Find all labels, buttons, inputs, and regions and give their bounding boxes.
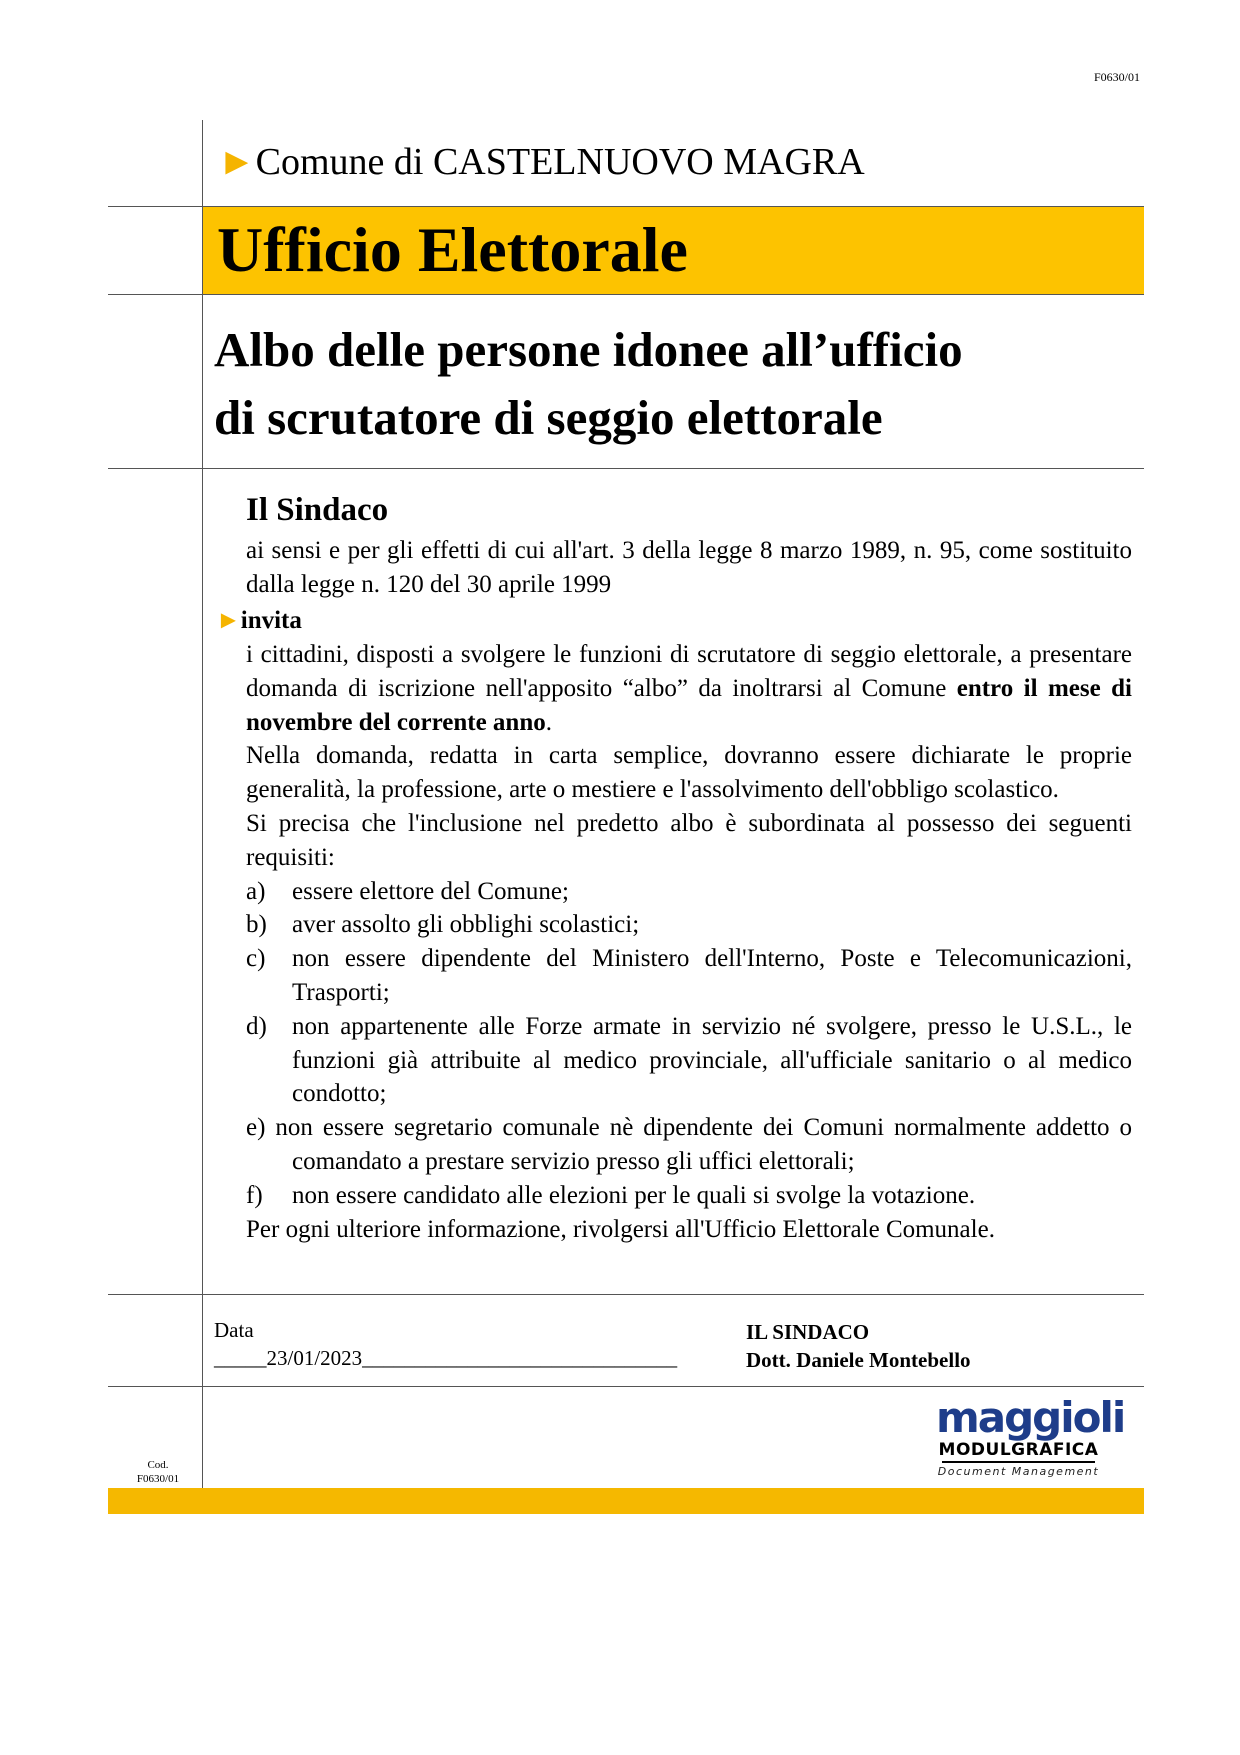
requirement-label: d) [246, 1012, 267, 1040]
requirement-text: essere elettore del Comune; [292, 877, 569, 905]
requirement-label: c) [246, 945, 266, 973]
intro-paragraph: ai sensi e per gli effetti di cui all'art. 3 della legge 8 marzo 1989, n. 95, come sostituito dalla legge n. 120 del 30 aprile 1999 [246, 537, 1132, 598]
sindaco-heading: Il Sindaco [246, 492, 389, 528]
ufficio-title: Ufficio Elettorale [217, 214, 688, 285]
sindaco-name: Dott. Daniele Montebello [746, 1348, 971, 1372]
requirement-item [246, 908, 1132, 942]
rule-below-footer [108, 1386, 1144, 1387]
rule-above-footer [108, 1294, 1144, 1295]
subtitle-line-2: di scrutatore di seggio elettorale [214, 390, 883, 445]
requirement-label: e) [246, 1114, 266, 1142]
requirement-item [246, 1111, 1132, 1179]
left-margin-rule [202, 120, 203, 1490]
rule-under-ufficio [108, 294, 1144, 295]
arrow-icon: ► [218, 141, 256, 183]
requirement-item [246, 942, 1132, 1010]
requirement-item [246, 1179, 1132, 1213]
requirement-text: non essere dipendente del Ministero dell'Interno, Poste e Telecomunicazioni, Trasporti; [292, 945, 1132, 1006]
requirement-label: a) [246, 877, 266, 905]
invita-row [216, 604, 302, 638]
logo-tagline: Document Management [937, 1465, 1100, 1478]
closing-paragraph: Per ogni ulteriore informazione, rivolgersi all'Ufficio Elettorale Comunale. [246, 1215, 995, 1243]
bottom-yellow-strip [108, 1488, 1144, 1514]
arrow-icon: ► [216, 607, 241, 634]
subtitle-line-1: Albo delle persone idonee all’ufficio [214, 322, 963, 377]
requirement-text: non essere segretario comunale nè dipendente dei Comuni normalmente addetto o comandato a prestare servizio presso gli uffici elettorali; [275, 1114, 1132, 1175]
invita-label: invita [240, 607, 302, 634]
form-code-top: F0630/01 [1093, 70, 1140, 84]
rule-under-subtitle [108, 468, 1144, 469]
date-value: _____23/01/2023______________________________ [214, 1346, 678, 1370]
form-code-bottom [118, 1458, 198, 1486]
para1-end: . [545, 708, 552, 736]
notice-subtitle [214, 316, 1144, 452]
para-invito [246, 638, 1132, 739]
para1-text: i cittadini, disposti a svolgere le funzioni di scrutatore di seggio elettorale, a presentare domanda di iscrizione nell'apposito “albo” da inoltrarsi al Comune [246, 641, 1132, 702]
date-label: Data [214, 1318, 254, 1342]
requirement-label: f) [246, 1181, 263, 1209]
logo-divider [942, 1461, 1095, 1463]
requirement-label: b) [246, 911, 267, 939]
para-domanda: Nella domanda, redatta in carta semplice, dovranno essere dichiarate le proprie generalità, la professione, arte o mestiere e l'assolvimento dell'obbligo scolastico. [246, 742, 1132, 804]
comune-heading [218, 140, 865, 184]
cod-label: Cod. [147, 1459, 169, 1471]
comune-name: Comune di CASTELNUOVO MAGRA [255, 141, 865, 183]
cod-value: F0630/01 [136, 1473, 180, 1485]
logo-sub: MODULGRAFICA [938, 1440, 1099, 1460]
maggioli-logo [936, 1393, 1125, 1479]
requirement-item [246, 875, 1132, 909]
requirement-text: non essere candidato alle elezioni per le quali si svolge la votazione. [292, 1181, 976, 1209]
logo-brand: maggioli [936, 1393, 1125, 1442]
signature-block [746, 1318, 971, 1374]
body-main [246, 638, 1132, 1246]
requirement-text: non appartenente alle Forze armate in servizio né svolgere, presso le U.S.L., le funzioni già attribuite al medico provinciale, all'ufficiale sanitario o al medico condotto; [292, 1012, 1132, 1108]
para-requisiti: Si precisa che l'inclusione nel predetto albo è subordinata al possesso dei seguenti requisiti: [246, 809, 1132, 871]
deadline-text: entro il mese di novembre del corrente anno [246, 674, 1132, 736]
requirement-item [246, 1010, 1132, 1111]
requirement-text: aver assolto gli obblighi scolastici; [292, 911, 640, 939]
sindaco-label: IL SINDACO [746, 1320, 870, 1344]
